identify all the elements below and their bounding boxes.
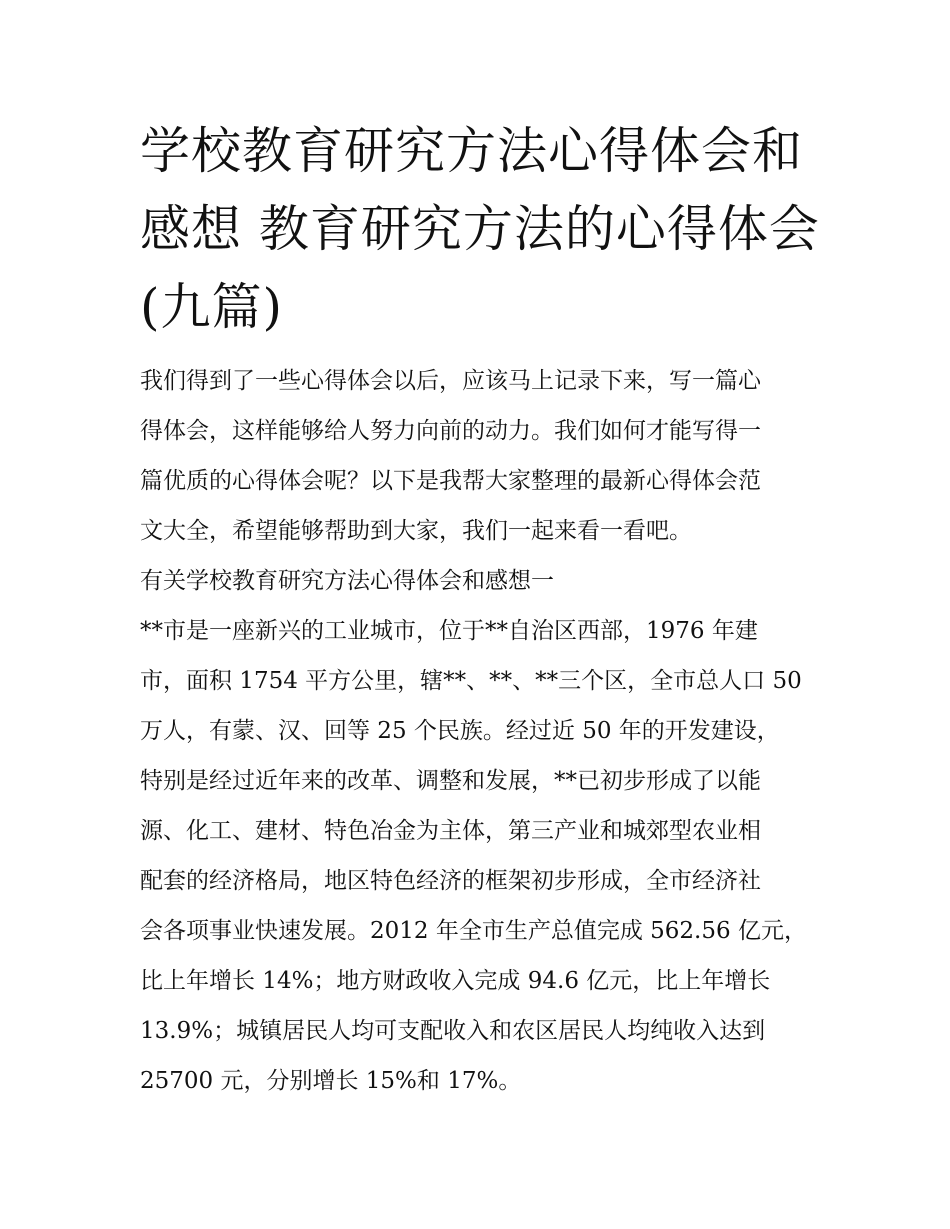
paragraph-line: 特别是经过近年来的改革、调整和发展，**已初步形成了以能 xyxy=(140,768,761,794)
paragraph-line: 25700 元，分别增长 15%和 17%。 xyxy=(140,1068,522,1094)
body-paragraph xyxy=(140,606,820,1106)
document-title xyxy=(140,112,820,346)
intro-line: 篇优质的心得体会呢？以下是我帮大家整理的最新心得体会范 xyxy=(140,468,761,494)
title-line: 学校教育研究方法心得体会和 xyxy=(140,122,803,180)
paragraph-line: 市，面积 1754 平方公里，辖**、**、**三个区，全市总人口 50 xyxy=(140,668,802,694)
intro-line: 我们得到了一些心得体会以后，应该马上记录下来，写一篇心 xyxy=(140,368,761,394)
section-heading: 有关学校教育研究方法心得体会和感想一 xyxy=(140,568,554,594)
title-line: (九篇) xyxy=(140,278,284,336)
intro-paragraph xyxy=(140,356,820,556)
intro-line: 文大全，希望能够帮助到大家，我们一起来看一看吧。 xyxy=(140,518,692,544)
paragraph-line: 源、化工、建材、特色冶金为主体，第三产业和城郊型农业相 xyxy=(140,818,761,844)
paragraph-line: 13.9%；城镇居民人均可支配收入和农区居民人均纯收入达到 xyxy=(140,1018,766,1044)
paragraph-line: 万人，有蒙、汉、回等 25 个民族。经过近 50 年的开发建设， xyxy=(140,718,780,744)
title-line: 感想 教育研究方法的心得体会 xyxy=(140,200,820,258)
intro-line: 得体会，这样能够给人努力向前的动力。我们如何才能写得一 xyxy=(140,418,761,444)
paragraph-line: 会各项事业快速发展。2012 年全市生产总值完成 562.56 亿元， xyxy=(140,918,807,944)
paragraph-line: 配套的经济格局，地区特色经济的框架初步形成，全市经济社 xyxy=(140,868,761,894)
paragraph-line: 比上年增长 14%；地方财政收入完成 94.6 亿元，比上年增长 xyxy=(140,968,771,994)
paragraph-line: **市是一座新兴的工业城市，位于**自治区西部，1976 年建 xyxy=(140,618,758,644)
